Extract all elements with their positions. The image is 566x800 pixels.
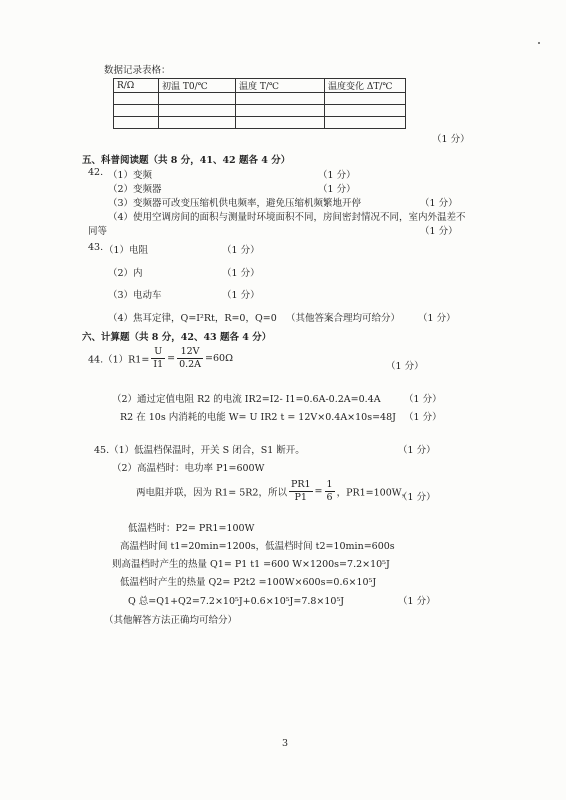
q43-item-2-score: （1 分） bbox=[222, 268, 260, 279]
q44-line-2-score: （1 分） bbox=[404, 394, 442, 405]
q42-item-1: （1）变频 bbox=[108, 170, 153, 181]
q45-line-8: Q 总=Q1+Q2=7.2×10⁵J+0.6×10⁵J=7.8×10⁵J bbox=[128, 596, 345, 607]
q44-line-2: （2）通过定值电阻 R2 的电流 IR2=I2- I1=0.6A-0.2A=0.4A bbox=[112, 394, 381, 405]
table-row bbox=[114, 117, 406, 129]
table-header: 温度变化 ΔT/℃ bbox=[325, 79, 406, 93]
fraction: $\frac{12V}{0.2A}$ bbox=[179, 346, 202, 370]
q43-item-1: （1）电阻 bbox=[104, 245, 149, 256]
q45-line-6: 则高温档时产生的热量 Q1= P1 t1 =600 W×1200s=7.2×10⁵J bbox=[112, 559, 390, 570]
q44-line-3-score: （1 分） bbox=[404, 412, 442, 423]
q43-item-4-note: （其他答案合理均可给分） bbox=[286, 313, 401, 324]
table-row bbox=[114, 105, 406, 117]
q43-item-3: （3）电动车 bbox=[108, 290, 162, 301]
table-caption: 数据记录表格： bbox=[104, 65, 171, 76]
q43-label: 43. bbox=[88, 242, 104, 253]
q44-prefix: 44.（1）R1= bbox=[88, 354, 150, 366]
q45-line-8-score: （1 分） bbox=[398, 596, 436, 607]
page-number: 3 bbox=[282, 738, 289, 749]
q42-item-3: （3）变频器可改变压缩机供电频率，避免压缩机频繁地开停 bbox=[108, 198, 362, 209]
q43-item-2: （2）内 bbox=[108, 268, 143, 279]
q42-item-1-score: （1 分） bbox=[318, 170, 356, 181]
q45-line-1: 45.（1）低温档保温时，开关 S 闭合，S1 断开。 bbox=[94, 445, 305, 456]
fraction: $\frac{1}{6}$ bbox=[326, 479, 333, 503]
q45-line-2: （2）高温档时：电功率 P1=600W bbox=[112, 463, 265, 474]
q45-line-5: 高温档时间 t1=20min=1200s，低温档时间 t2=10min=600s bbox=[120, 541, 395, 552]
fraction: $\frac{U}{I1}$ bbox=[153, 346, 164, 370]
q44-line-1: 44.（1）R1= $\frac{U}{I1}$ = $\frac{12V}{0.2A}$ =60Ω bbox=[88, 346, 233, 370]
q42-item-2: （2）变频器 bbox=[108, 184, 162, 195]
q43-item-3-score: （1 分） bbox=[222, 290, 260, 301]
q45-note: （其他解答方法正确均可给分） bbox=[104, 615, 238, 626]
q43-item-4-score: （1 分） bbox=[418, 313, 456, 324]
q45-line-3-score: （1 分） bbox=[398, 492, 436, 503]
q42-item-4-cont: 同等 bbox=[88, 226, 108, 237]
q42-item-4: （4）使用空调房间的面积与测量时环境面积不同，房间密封情况不同，室内外温差不 bbox=[108, 212, 466, 223]
q43-item-1-score: （1 分） bbox=[222, 245, 260, 256]
q45-line-7: 低温档时产生的热量 Q2= P2t2 =100W×600s=0.6×10⁵J bbox=[120, 577, 377, 588]
q43-item-4: （4）焦耳定律，Q=I²Rt，R=0，Q=0 bbox=[108, 313, 277, 324]
section6-heading: 六、计算题（共 8 分，42、43 题各 4 分） bbox=[82, 332, 272, 343]
q45-line-1-score: （1 分） bbox=[398, 445, 436, 456]
table-header: 初温 T0/℃ bbox=[159, 79, 236, 93]
section5-heading: 五、科普阅读题（共 8 分，41、42 题各 4 分） bbox=[82, 155, 291, 166]
table-row bbox=[114, 93, 406, 105]
q42-item-3-score: （1 分） bbox=[420, 198, 458, 209]
scan-speck bbox=[538, 42, 540, 44]
data-record-table bbox=[113, 78, 406, 129]
table-score: （1 分） bbox=[432, 134, 470, 145]
q44-result: =60Ω bbox=[205, 353, 233, 364]
q42-item-4-score: （1 分） bbox=[420, 226, 458, 237]
table-header: 温度 T/℃ bbox=[236, 79, 325, 93]
fraction: $\frac{PR1}{P1}$ bbox=[290, 479, 311, 503]
q45-line-4: 低温档时：P2= PR1=100W bbox=[128, 523, 255, 534]
q44-line-1-score: （1 分） bbox=[386, 361, 424, 372]
q44-line-3: R2 在 10s 内消耗的电能 W= U IR2 t = 12V×0.4A×10s=48J bbox=[120, 412, 396, 423]
q42-item-2-score: （1 分） bbox=[318, 184, 356, 195]
q45-line-3: 两电阻并联，因为 R1= 5R2，所以 $\frac{PR1}{P1}$ = $\frac{1}{6}$ ，PR1=100W， bbox=[136, 479, 412, 503]
table-header: R/Ω bbox=[114, 79, 159, 93]
q42-label: 42. bbox=[88, 167, 104, 178]
